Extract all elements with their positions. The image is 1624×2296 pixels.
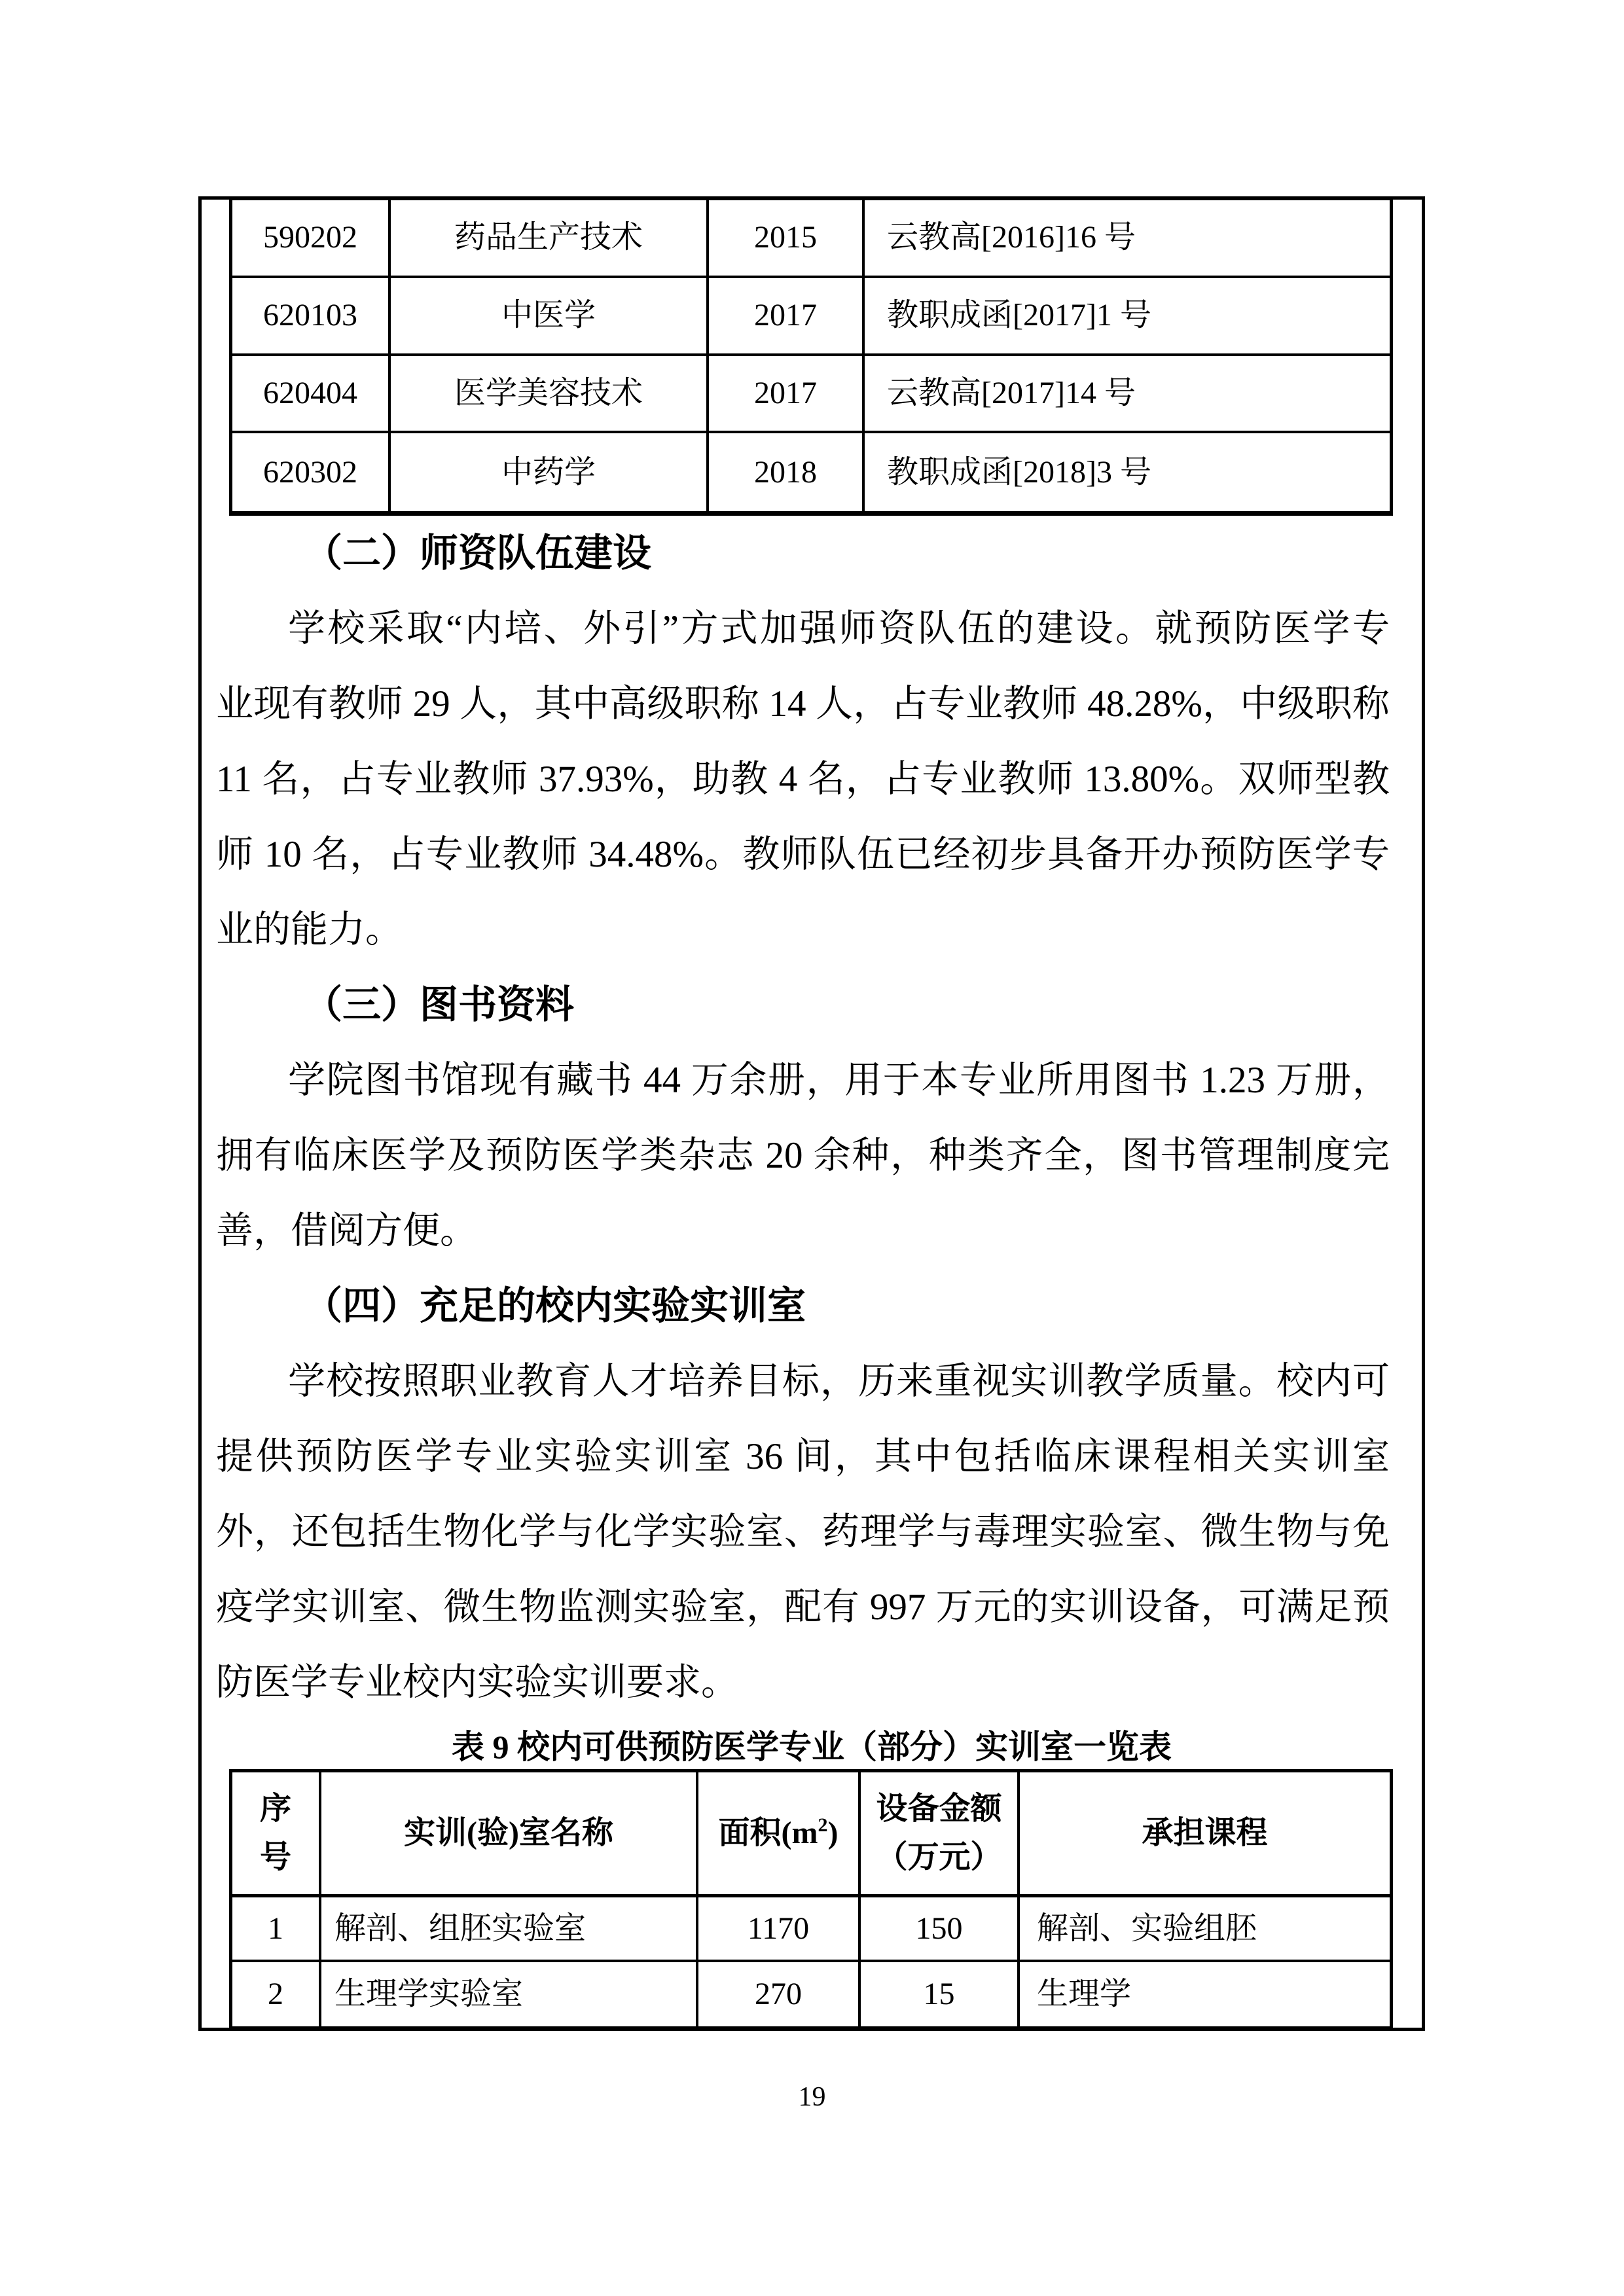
header-area xyxy=(698,1772,861,1897)
paragraph-line: 防医学专业校内实验实训要求。 xyxy=(216,1662,738,1703)
paragraph-line: 外，还包括生物化学与化学实验室、药理学与毒理实验室、微生物与免 xyxy=(216,1511,1390,1552)
paragraph-line: 善，借阅方便。 xyxy=(216,1210,477,1251)
cell-program-year: 2015 xyxy=(709,200,865,278)
superscript-2: 2 xyxy=(818,1814,828,1836)
cell-lab-amount: 15 xyxy=(861,1962,1020,2026)
body-text xyxy=(216,516,1390,1720)
paragraph-line: 业现有教师 29 人，其中高级职称 14 人，占专业教师 48.28%，中级职称 xyxy=(216,683,1390,725)
cell-program-year: 2018 xyxy=(709,433,865,511)
cell-program-name: 医学美容技术 xyxy=(391,356,709,434)
paragraph-line: 学校采取“内培、外引”方式加强师资队伍的建设。就预防医学专 xyxy=(288,608,1390,649)
paragraph-line: 业的能力。 xyxy=(216,909,403,950)
cell-lab-name: 生理学实验室 xyxy=(321,1962,698,2026)
page-number: 19 xyxy=(798,2082,826,2112)
cell-program-approval: 云教高[2017]14 号 xyxy=(865,356,1390,434)
paragraph-line: 师 10 名，占专业教师 34.48%。教师队伍已经初步具备开办预防医学专 xyxy=(216,834,1390,875)
header-index-line2: 号 xyxy=(259,1840,291,1874)
cell-program-approval: 教职成函[2017]1 号 xyxy=(865,278,1390,356)
header-index xyxy=(232,1772,321,1897)
header-amount xyxy=(861,1772,1020,1897)
header-index-line1: 序 xyxy=(259,1791,291,1826)
cell-program-approval: 教职成函[2018]3 号 xyxy=(887,454,1151,490)
program-approval-table xyxy=(229,196,1393,516)
header-lab-name: 实训(验)室名称 xyxy=(321,1772,698,1897)
section-heading-teachers: （二）师资队伍建设 xyxy=(304,531,652,575)
cell-program-approval: 云教高[2016]16 号 xyxy=(865,200,1390,278)
header-amount-line2: （万元） xyxy=(876,1840,1002,1874)
cell-lab-index: 2 xyxy=(232,1962,321,2026)
paragraph-line: 拥有临床医学及预防医学类杂志 20 余种，种类齐全，图书管理制度完 xyxy=(216,1135,1390,1176)
header-area-label: 面积$(m^2)$ xyxy=(718,1814,839,1850)
cell-lab-course: 解剖、实验组胚 xyxy=(1020,1897,1390,1962)
cell-program-code: 590202 xyxy=(232,200,391,278)
cell-program-name: 中医学 xyxy=(391,278,709,356)
table9-caption: 表 9 校内可供预防医学专业（部分）实训室一览表 xyxy=(452,1729,1172,1765)
cell-lab-index: 1 xyxy=(232,1897,321,1962)
cell-program-name: 药品生产技术 xyxy=(391,200,709,278)
cell-program-code: 620302 xyxy=(232,433,391,511)
section-heading-library: （三）图书资料 xyxy=(304,983,575,1026)
labs-table xyxy=(229,1769,1393,2031)
cell-lab-course: 生理学 xyxy=(1037,1977,1132,2011)
cell-lab-area: 1170 xyxy=(698,1897,861,1962)
cell-program-code: 620404 xyxy=(232,356,391,434)
cell-lab-area: 270 xyxy=(698,1962,861,2026)
cell-lab-name: 解剖、组胚实验室 xyxy=(321,1897,698,1962)
header-amount-line1: 设备金额 xyxy=(876,1791,1002,1826)
paragraph-line: 疫学实训室、微生物监测实验室，配有 997 万元的实训设备，可满足预 xyxy=(216,1587,1390,1628)
header-course: 承担课程 xyxy=(1020,1772,1390,1897)
paragraph-line: 学校按照职业教育人才培养目标，历来重视实训教学质量。校内可 xyxy=(288,1361,1390,1402)
paragraph-line: 11 名，占专业教师 37.93%，助教 4 名，占专业教师 13.80%。双师型教 xyxy=(216,759,1390,800)
section-heading-labs: （四）充足的校内实验实训室 xyxy=(304,1284,806,1327)
cell-lab-amount: 150 xyxy=(861,1897,1020,1962)
cell-program-year: 2017 xyxy=(709,278,865,356)
paragraph-line: 提供预防医学专业实验实训室 36 间，其中包括临床课程相关实训室 xyxy=(216,1436,1390,1477)
cell-program-code: 620103 xyxy=(232,278,391,356)
paragraph-line: 学院图书馆现有藏书 44 万余册，用于本专业所用图书 1.23 万册， xyxy=(288,1060,1390,1101)
cell-program-name: 中药学 xyxy=(391,433,709,511)
cell-program-year: 2017 xyxy=(709,356,865,434)
